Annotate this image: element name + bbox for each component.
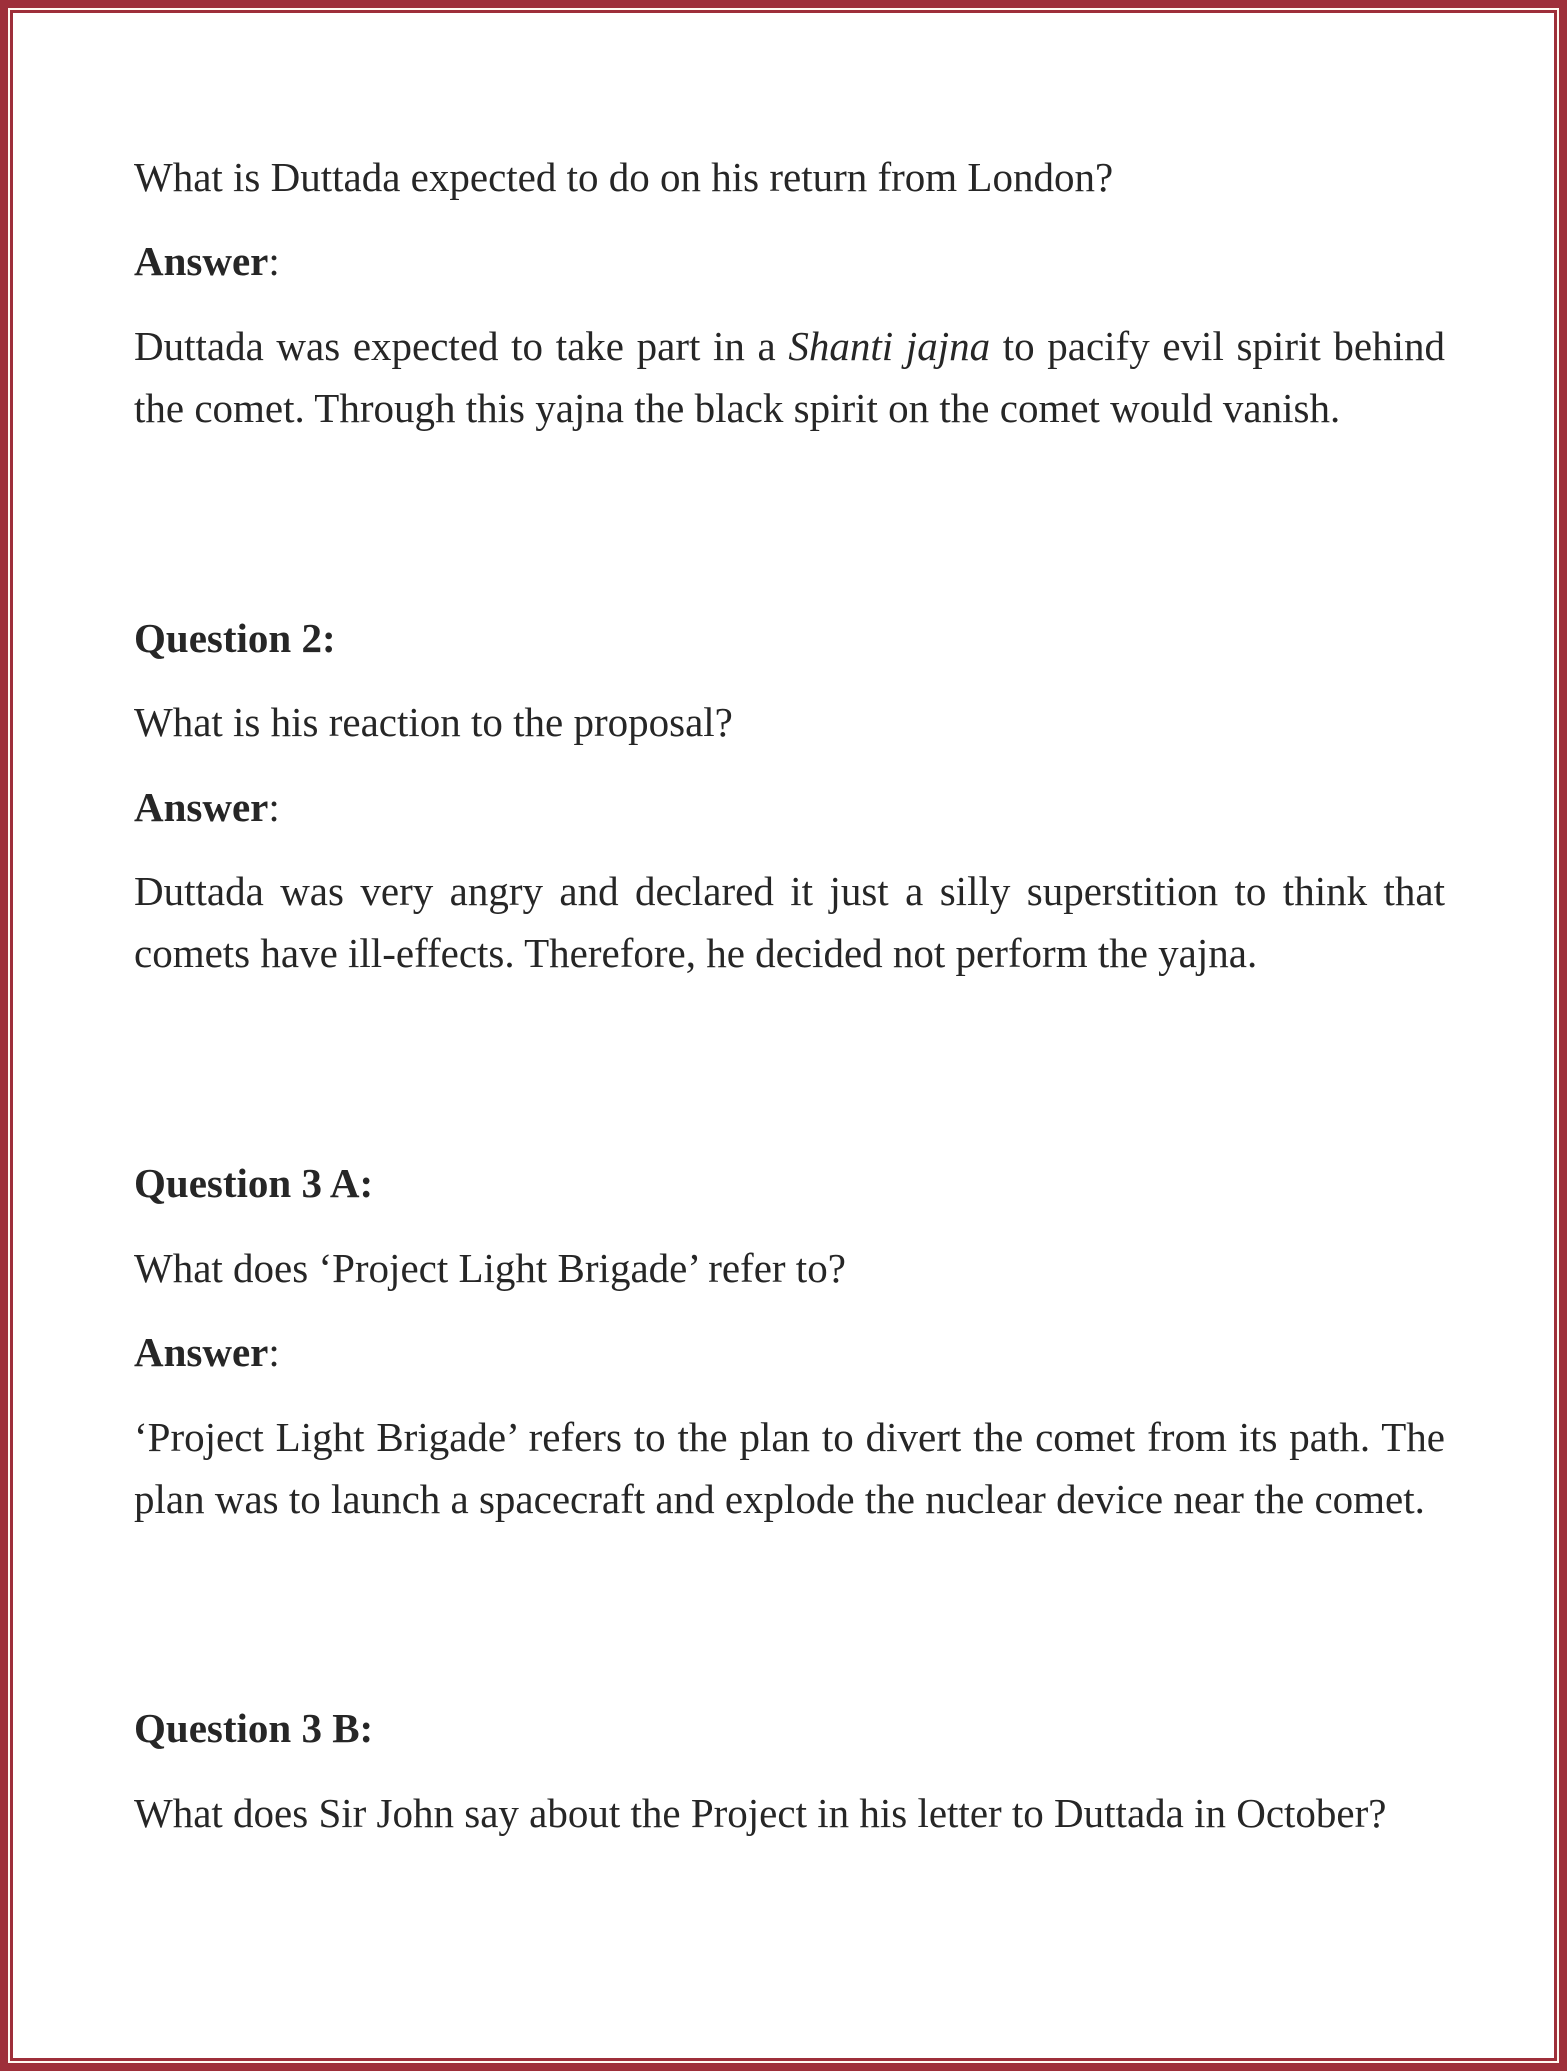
question-3b-heading: Question 3 B: — [134, 1705, 374, 1751]
question-2-text: What is his reaction to the proposal? — [134, 699, 733, 745]
question-2-heading: Question 2: — [134, 615, 336, 661]
answer-1-label — [134, 230, 280, 292]
answer-1-text-part: Duttada was expected to take part in a — [134, 323, 789, 369]
answer-2-label — [134, 776, 280, 838]
answer-colon: : — [268, 1329, 280, 1375]
answer-label: Answer — [134, 238, 269, 284]
page — [10, 10, 1557, 2061]
answer-2-text: Duttada was very angry and declared it just a silly superstition to think that comets have ill-effects. Therefore, he decided not perform the yajna. — [134, 868, 1445, 976]
answer-label: Answer — [134, 1329, 269, 1375]
answer-3a-text: ‘Project Light Brigade’ refers to the plan to divert the comet from its path. The plan was to launch a spacecraft and explode the nuclear device near the comet. — [134, 1414, 1445, 1522]
answer-label: Answer — [134, 784, 269, 830]
question-1-text: What is Duttada expected to do on his return from London? — [134, 154, 1114, 200]
answer-1-text — [134, 315, 1445, 439]
answer-colon: : — [268, 238, 280, 284]
question-3a-text: What does ‘Project Light Brigade’ refer to? — [134, 1245, 846, 1291]
page-border-gap — [8, 8, 1559, 2063]
answer-3a-label — [134, 1321, 280, 1383]
answer-1-text-part: to pacify evil spirit behind the comet. Through this yajna the black spirit on the comet would vanish. — [134, 323, 1445, 431]
question-3b-text: What does Sir John say about the Project in his letter to Duttada in October? — [134, 1790, 1387, 1836]
question-3a-heading: Question 3 A: — [134, 1160, 374, 1206]
answer-colon: : — [268, 784, 280, 830]
answer-1-italic-term: Shanti jajna — [788, 323, 991, 369]
